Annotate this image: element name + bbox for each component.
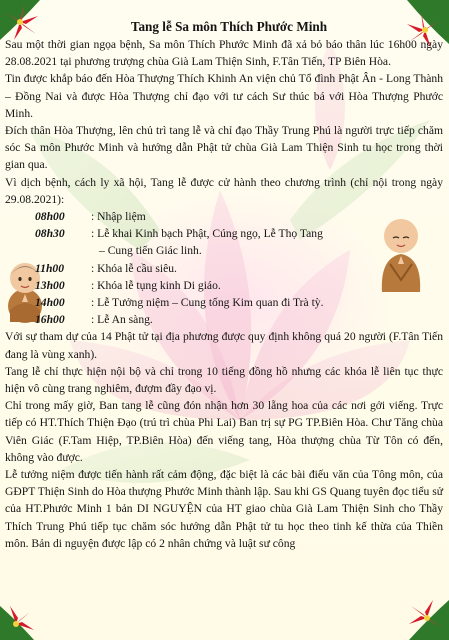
schedule-time <box>5 242 91 259</box>
article-body <box>5 18 443 552</box>
schedule-desc: : Nhập liệm <box>91 210 146 224</box>
schedule-desc: : Khóa lễ tụng kinh Di giáo. <box>91 278 221 292</box>
schedule-time: 08h00 <box>35 210 65 224</box>
paragraph-2: Tin được khắp báo đến Hòa Thượng Thích Khinh An viện chủ Tổ đình Phật Ân - Long Thành – Đồng Nai và được Hòa Thượng chỉ đạo với tư cách Sư thúc bá với Hòa Thượng Phước Minh. <box>5 72 443 120</box>
schedule-time: 08h30 <box>35 227 65 241</box>
ceremony-schedule <box>5 208 443 328</box>
paragraph-1: Sau một thời gian ngọa bệnh, Sa môn Thích Phước Minh đã xả bỏ báo thân lúc 16h00 ngày 28.08.2021 tại phương trượng chùa Già Lam Thiện Sinh, F.Tân Tiến, TP Biên Hòa. <box>5 38 443 69</box>
paragraph-8: Lễ tưởng niệm được tiến hành rất cảm động, đặc biệt là các bài điếu văn của Tông môn, của GĐPT Thiện Sinh do Hòa thượng Phước Minh thành lập. Sau khi GS Quang tuyên đọc tiểu sử của HT.Phước Minh 1 bản DI NGUYỆN của HT giao chùa Già Lam Thiện Sinh cho Thầy Thích Trung Phú tiếp tục chăm sóc hướng dẫn Phật tử tu học theo tinh kế thừa của Thiền môn. Bản di nguyện được lập có 2 nhân chứng và luật sư công <box>5 468 443 550</box>
paragraph-6: Tang lễ chỉ thực hiện nội bộ và chỉ trong 10 tiếng đồng hồ nhưng các khóa lễ liên tục thực hiện vô cùng trang nghiêm, đượm đầy đạo vị. <box>5 364 443 396</box>
paragraph-4: Vì dịch bệnh, cách ly xã hội, Tang lễ được cử hành theo chương trình (chỉ nội trong ngày 29.08.2021): <box>5 175 443 206</box>
schedule-item <box>5 242 443 259</box>
paragraph-7: Chỉ trong mấy giờ, Ban tang lễ cũng đón nhận hơn 30 lẵng hoa của các nơi gởi viếng. Trực tiếp có HT.Thích Thiện Đạo (trú trì chùa Phi Lai) Ban trị sự PG TP.Biên Hòa. Chư Tăng chùa Viên Giác (F.Tam Hiệp, TP.Biên Hòa) đến viếng tang, Hòa thượng chùa Từ Tôn có đến, không vào được. <box>5 399 443 464</box>
schedule-item <box>5 311 443 328</box>
paragraph-3: Đích thân Hòa Thượng, lên chủ trì tang lễ và chỉ đạo Thầy Trung Phú là người trực tiếp chăm sóc Sa môn Phước Minh và hướng dẫn Phật tử chùa Già Lam Thiện Sinh tu học trong thời gian qua. <box>5 124 443 172</box>
poinsettia-corner-bottom-left <box>0 580 60 640</box>
poinsettia-corner-bottom-right <box>379 570 449 640</box>
paragraph-5: Với sự tham dự của 14 Phật tử tại địa phương được quy định không quá 20 người (F.Tân Tiến đang là vùng xanh). <box>5 330 443 361</box>
schedule-item <box>5 225 443 242</box>
schedule-item <box>5 277 443 294</box>
schedule-desc: : Lễ Tưởng niệm – Cung tống Kim quan đi Trà tỳ. <box>91 296 324 310</box>
schedule-time: 11h00 <box>35 261 64 275</box>
schedule-desc: : Lễ An sàng. <box>91 313 153 327</box>
schedule-time: 13h00 <box>35 278 65 292</box>
schedule-time: 14h00 <box>35 296 65 310</box>
schedule-time: 16h00 <box>35 313 65 327</box>
schedule-item <box>5 294 443 311</box>
schedule-desc: : Lễ khai Kinh bạch Phật, Cúng ngọ, Lễ Thọ Tang <box>91 227 323 241</box>
article-title: Tang lễ Sa môn Thích Phước Minh <box>130 19 328 34</box>
schedule-item <box>5 260 443 277</box>
schedule-desc: – Cung tiến Giác linh. <box>99 244 202 258</box>
schedule-item <box>5 208 443 225</box>
schedule-desc: : Khóa lễ cầu siêu. <box>91 261 177 275</box>
